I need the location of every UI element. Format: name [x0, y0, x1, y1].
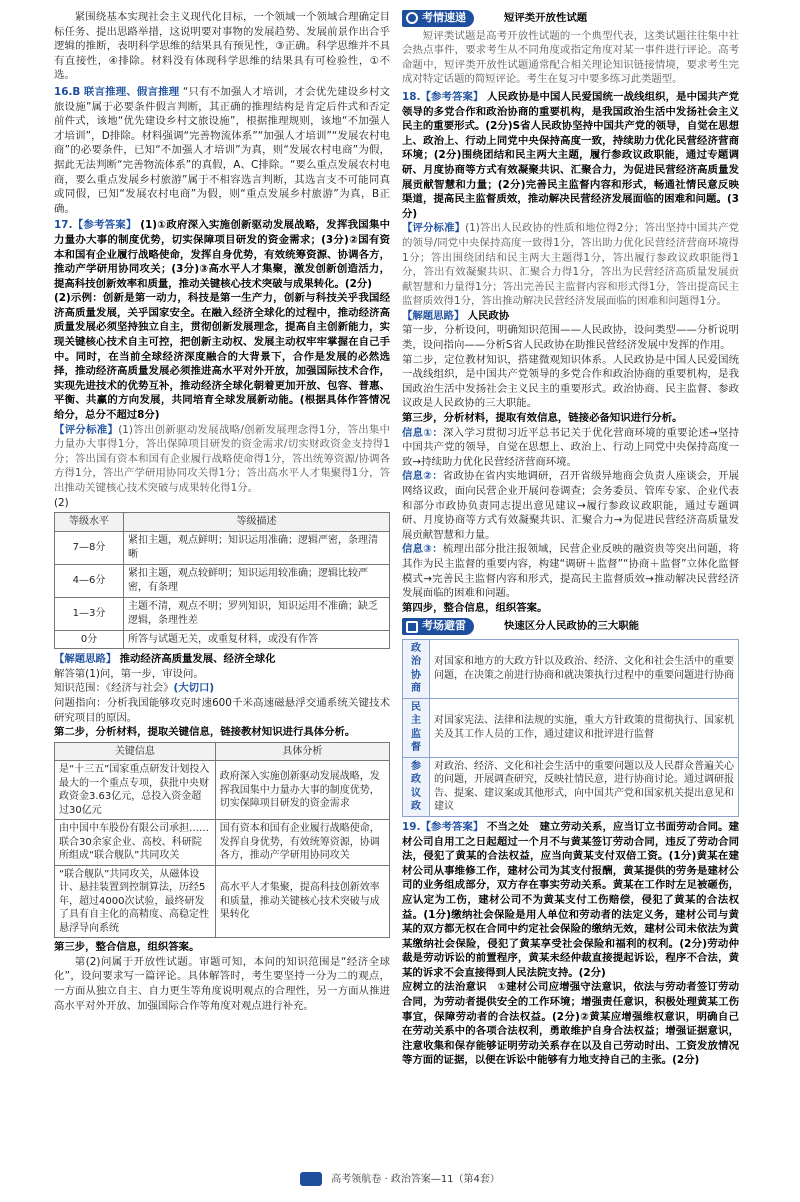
- info2-text: 省政协在省内实地调研，召开省级异地商会负责人座谈会，开展网络议政，面向民营企业开展问卷调查；会务委员、管库专家、企业代表和部分市政协负责同志提出意见建议→履行参政议政职能，通过专题调研、月度协商等方式有效凝聚共识、汇聚合力→为促进民营经济高质量发展贡献智慧和力量。: [402, 470, 739, 541]
- grade-header-desc: 等级描述: [124, 513, 390, 532]
- table-row: [55, 597, 390, 630]
- analysis-header-info: 关键信息: [55, 742, 216, 761]
- q18-step2: 第二步，定位教材知识，搭建微观知识体系。人民政协是中国人民爱国统一战线组织，是中国共产党领导的多党合作和政治协商的重要机构，是我国政治生活中发扬社会主义民主的重要形式。政治协商、民主监督、参政议政是人民政协的三大职能。: [402, 353, 739, 410]
- function-name: 政治协商: [403, 639, 430, 698]
- q18-info3: [402, 542, 739, 600]
- analysis-detail: 国有资本和国有企业履行战略使命，发挥自身优势，有效统筹资源，协调各方，推动产学研用协同攻关: [215, 820, 389, 866]
- functions-table: [402, 639, 739, 817]
- range-value: 《经济与社会》: [105, 682, 174, 695]
- analysis-header-analysis: 具体分析: [215, 742, 389, 761]
- q18-step1: 第一步，分析设问，明确知识范围——人民政协，设问类型——分析说明类，设问指向——分析S省人民政协在助推民营经济发展中发挥的作用。: [402, 324, 739, 352]
- q16-tag: 联言推理、假言推理: [83, 85, 180, 98]
- range-label: 知识范围：: [54, 682, 106, 695]
- footer-text: 高考领航卷 · 政治答案—11（第4套）: [331, 1174, 500, 1185]
- grade-table: [54, 512, 390, 649]
- grade-desc: 紧扣主题，观点较鲜明；知识运用较准确；逻辑比较严密，有条理: [124, 564, 390, 597]
- grade-level: 7—8分: [55, 531, 124, 564]
- trap-header: [402, 618, 739, 635]
- function-name: 民主监督: [403, 698, 430, 757]
- exam-trend-title: 短评类开放性试题: [504, 12, 588, 24]
- table-row: [55, 761, 390, 820]
- q19-answer-tag: 【参考答案】: [420, 820, 484, 833]
- intro-paragraph: 紧围绕基本实现社会主义现代化目标，一个领域一个领域合理确定目标任务、提出思路举措，这说明要对事物的发展趋势、发展前景作出合乎逻辑的推断，表明科学思维的结果具有预见性，③正确。科学思维并不具有直接性，④排除。材料没有体现科学思维的结果具有可检验性，①不选。: [54, 11, 390, 82]
- q17-standard-2: (2): [54, 496, 69, 509]
- table-row: [55, 865, 390, 938]
- q19-number: 19.: [402, 820, 421, 833]
- q18-think-heading: [402, 309, 739, 324]
- q18-think-tag: 【解题思路】: [402, 309, 465, 322]
- magnifier-icon: [406, 12, 418, 24]
- exam-trend-text: 短评类试题是高考开放性试题的一个典型代表，这类试题往往集中社会热点事件，要求考生从不同角度或指定角度对某一事件进行评论。高考命题中，短评类开放性试题通常配合相关理论知识链接情境，要求考生完成对特定话题的简短评论。考生在复习中要多练习此类题型。: [402, 29, 739, 86]
- q16-block: [54, 85, 390, 216]
- info1-label: 信息①：: [402, 426, 443, 439]
- info3-text: 梳理出部分批注报领域，民营企业反映的融资贵等突出问题，将其作为民主监督的重要内容，构建“调研＋监督”“协商＋监督”立体化监督模式→完善民主监督内容和形式，提高民主监督质效→推动解决民营经济发展面临的困难和问题。: [402, 543, 739, 600]
- trap-badge-label: 考场避雷: [422, 619, 466, 633]
- q18-step3: 第三步，分析材料，提取有效信息，链接必备知识进行分析。: [402, 412, 683, 425]
- analysis-table: [54, 742, 390, 939]
- info3-label: 信息③：: [402, 543, 443, 556]
- left-column: [54, 10, 390, 1013]
- grade-desc: 紧扣主题，观点鲜明；知识运用准确；逻辑严密，条理清晰: [124, 531, 390, 564]
- analysis-info: 是“十三五”国家重点研发计划投入最大的一个重点专项，获批中央财政资金3.63亿元，总投入资金超过30亿元: [55, 761, 216, 820]
- grade-table-header: [55, 513, 390, 532]
- q17-2-think: 第(2)问属于开放性试题。审题可知，本问的知识范围是“经济全球化”，设问要求写一篇评论。具体解答时，考生要坚持一分为二的观点，一方面从独立自主、自力更生等角度说明观点的合理性，另一方面从推进高水平对外开放、加强国际合作等角度对观点进行补充。: [54, 955, 390, 1012]
- q17-knowledge-range: [54, 681, 390, 696]
- table-row: [55, 564, 390, 597]
- q17-answer-part1: (1)①政府深入实施创新驱动发展战略，发挥我国集中力量办大事的制度优势，切实保障项目研发的资金需求；(3分)②国有资本和国有企业履行战略使命，发挥自身优势，有效统筹资源、协调各方，推动产学研用协同攻关；(3分)③高水平人才集聚，激发创新创造活力，提高科技创新效率和质量，推动关键核心技术突破与成果转化。(2分): [54, 219, 390, 290]
- publisher-logo-icon: [300, 1172, 322, 1186]
- q19-answer-part1: 不当之处 建立劳动关系，应当订立书面劳动合同。建材公司自用工之日起超过一个月不与黄某签订劳动合同，违反了劳动合同法，侵犯了黄某的合法权益，应当向黄某支付双倍工资。(1分)黄某在建材公司从事维修工作，建材公司为其支付报酬，黄某提供的劳务是建材公司的业务组成部分，双方存在事实劳动关系。黄某在工作时左足被砸伤，应认定为工伤，建材公司不为黄某支付工伤赔偿，侵犯了黄某的合法权益。(1分)缴纳社会保险是用人单位和劳动者的法定义务，建材公司与黄某的双方都无权在合同中约定社会保险的缴纳无效，建材公司未依法为黄某缴纳社会保险，侵犯了黄某享受社会保险和福利的权利。(2分)劳动仲裁是劳动诉讼的前置程序，黄某未经仲裁直接提起诉讼，程序不合法，黄某的诉求不会直接得到人民法院支持。(2分): [402, 820, 740, 979]
- warning-icon: [406, 621, 418, 633]
- grade-desc: 主题不清，观点不明；罗列知识，知识运用不准确；缺乏逻辑，条理性差: [124, 597, 390, 630]
- function-desc: 对国家和地方的大政方针以及政治、经济、文化和社会生活中的重要问题，在决策之前进行协商和就决策执行过程中的重要问题进行协商: [430, 639, 739, 698]
- exam-trend-badge-label: 考情速递: [422, 11, 466, 24]
- page-footer: [0, 1172, 800, 1188]
- grade-header-level: 等级水平: [55, 513, 124, 532]
- q17-think-title: 推动经济高质量发展、经济全球化: [119, 653, 276, 666]
- analysis-info: “联合舰队”共同攻关，从磁体设计、悬挂装置到控制算法，历经5年，超过4000次试验，最终研发了具有自主化的高精度、高稳定性悬浮导向系统: [55, 865, 216, 938]
- q18-answer-text: 人民政协是中国人民爱国统一战线组织，是中国共产党领导的多党合作和政治协商的重要机构，是我国政治生活中发扬社会主义民主的重要形式。(2分)S省人民政协坚持中国共产党的领导，自觉在思想上、政治上、行动上同党中央保持高度一致，持续助力优化民营经济营商环境；(2分)围绕团结和民主两大主题，履行参政议政职能，通过专题调研、月度协商等方式有效凝聚共识、汇聚合力，为促进民营经济高质量发展贡献智慧和力量；(2分)完善民主监督内容和形式，畅通社情民意反映渠道，提高民主监督质效，推动解决民营经济发展面临的困难和问题。(3分): [402, 90, 740, 220]
- q17-standard: [54, 423, 390, 496]
- grade-level: 0分: [55, 630, 124, 649]
- q18-standard-text: (1)答出人民政协的性质和地位得2分；答出坚持中国共产党的领导/同党中央保持高度一致得1分，答出助力优化民营经济营商环境得1分；答出围绕团结和民主两大主题得1分，答出履行参政议政职能得1分，答出有效凝聚共识、汇聚合力得1分，答出为民营经济高质量发展贡献智慧和力量得1分；答出完善民主监督内容和形式得1分，答出提高民主监督质效得1分，答出推动解决民营经济发展面临的困难和问题得1分。: [402, 222, 739, 308]
- q19-answer: [402, 820, 739, 981]
- q19-answer-part2: 应树立的法治意识 ①建材公司应增强守法意识，依法与劳动者签订劳动合同，为劳动者提供安全的工作环境；增强责任意识，积极处理黄某工伤事宜，保障劳动者的合法权益。(2分)②黄某应增强维权意识，明确自己在劳动关系中的各项合法权利，勇敢维护自身合法权益；增强证据意识，注意收集和保存能够证明劳动关系存在以及自己劳动时出、工资发放情况等方面的证据，以便在诉讼中能够有力地支持自己的主张。(2分): [402, 981, 739, 1067]
- q17-question-point: 问题指向：分析我国能够攻克时速600千米高速磁悬浮交通系统关键技术研究项目的原因。: [54, 696, 390, 724]
- info1-text: 深入学习贯彻习近平总书记关于优化营商环境的重要论述→坚持中国共产党的领导，自觉在思想上、政治上、行动上同党中央保持高度一致→持续助力优化民营经济营商环境。: [402, 426, 739, 468]
- q18-standard: [402, 221, 739, 309]
- q17-standard-text: (1)答出创新驱动发展战略/创新发展理念得1分，答出集中力量办大事得1分，答出保障项目研发的资金需求/切实财政资金支持得1分；答出国有资本和国有企业履行战略使命得1分，答出统筹资源/协调各方得1分，答出产学研用协同攻关得1分；答出高水平人才集聚得1分，答出推动关键核心技术突破与成果转化得1分。: [54, 423, 391, 494]
- right-column: [402, 10, 739, 1068]
- q18-step4: 第四步，整合信息，组织答案。: [402, 601, 548, 614]
- q18-standard-tag: 【评分标准】: [402, 222, 466, 235]
- q17-answer: [54, 218, 390, 291]
- range-tag: (大切口): [173, 682, 215, 695]
- grade-level: 1—3分: [55, 597, 124, 630]
- analysis-detail: 政府深入实施创新驱动发展战略，发挥我国集中力量办大事的制度优势，切实保障项目研发的资金需求: [215, 761, 389, 820]
- info2-label: 信息②：: [402, 470, 443, 483]
- q17-number: 17.: [54, 219, 73, 232]
- q17-answer-tag: 【参考答案】: [72, 219, 137, 232]
- q18-number: 18.: [402, 90, 421, 103]
- q17-step2: 第二步，分析材料，提取关键信息，链接教材知识进行具体分析。: [54, 726, 356, 739]
- analysis-table-header: [55, 742, 390, 761]
- trap-title: 快速区分人民政协的三大职能: [504, 620, 640, 633]
- q17-answer-part2: (2)示例：创新是第一动力，科技是第一生产力，创新与科技关乎我国经济高质量发展，关乎国家安全。在融入经济全球化的过程中，推动经济高质量发展必须坚持独立自主，贯彻创新发展理念，提高自主创新能力，实现关键核心技术自主可控，把创新主动权、发展主动权牢牢掌握在自己手中。同时，在当前全球经济深度融合的大背景下，合作是发展的必然选择，推动经济高质量发展必须推进高水平对外开放，加强国际技术合作，实现先进技术的优势互补，推动经济全球化朝着更加开放、包容、普惠、平衡、共赢的方向发展，共同培育全球发展新动能。(根据具体作答情况给分，总分不超过8分): [54, 292, 390, 422]
- table-row: [403, 639, 739, 698]
- function-name: 参政议政: [403, 757, 430, 816]
- q17-step1: 解答第(1)问，第一步，审设问。: [54, 667, 204, 680]
- q18-answer-tag: 【参考答案】: [420, 90, 484, 103]
- q18-info1: [402, 426, 739, 470]
- exam-trend-header: [402, 10, 739, 27]
- table-row: [55, 531, 390, 564]
- q18-think-title: 人民政协: [467, 309, 510, 322]
- function-desc: 对政治、经济、文化和社会生活中的重要问题以及人民群众普遍关心的问题，开展调查研究，反映社情民意，进行协商讨论。通过调研报告、提案、建议案或其他形式，向中国共产党和国家机关提出意见和建议: [430, 757, 739, 816]
- exam-trend-badge: [402, 10, 474, 27]
- analysis-detail: 高水平人才集聚，提高科技创新效率和质量，推动关键核心技术突破与成果转化: [215, 865, 389, 938]
- table-row: [403, 757, 739, 816]
- q16-text: “只有不加强人才培训，才会优先建设乡村文旅设施”属于必要条件假言判断，其正确的推理结构是肯定后件式和否定前件式，该地“优先建设乡村文旅设施”，根据推理规则，该地“不加强人才培训”，D排除。材料强调“完善物流体系”“加强人才培训”“发展农村电商”的必要条件，已知“不加强人才培训”为真，则“发展农村电商”为假，据此无法判断“完善物流体系”的真假，A、C排除。“要么重点发展农村电商，要么重点发展乡村旅游”属于不相容选言判断，其选言支不可能同真或同假，已知“发展农村电商”为假，则“重点发展乡村旅游”为真，B正确。: [54, 85, 390, 215]
- table-row: [403, 698, 739, 757]
- trap-badge: [402, 618, 474, 635]
- analysis-info: 由中国中车股份有限公司承担……联合30余家企业、高校、科研院所组成“联合舰队”共同攻关: [55, 820, 216, 866]
- q17-standard-tag: 【评分标准】: [54, 423, 119, 436]
- q18-answer: [402, 90, 739, 221]
- table-row: [55, 820, 390, 866]
- table-row: [55, 630, 390, 649]
- q17-think-tag: 【解题思路】: [54, 653, 117, 666]
- grade-desc: 所答与试题无关，或重复材料，或没有作答: [124, 630, 390, 649]
- q18-info2: [402, 469, 739, 542]
- function-desc: 对国家宪法、法律和法规的实施，重大方针政策的贯彻执行、国家机关及其工作人员的工作，通过建议和批评进行监督: [430, 698, 739, 757]
- q16-number: 16.B: [54, 85, 81, 98]
- q17-step3: 第三步，整合信息，组织答案。: [54, 941, 200, 954]
- grade-level: 4—6分: [55, 564, 124, 597]
- q17-think-heading: [54, 652, 390, 667]
